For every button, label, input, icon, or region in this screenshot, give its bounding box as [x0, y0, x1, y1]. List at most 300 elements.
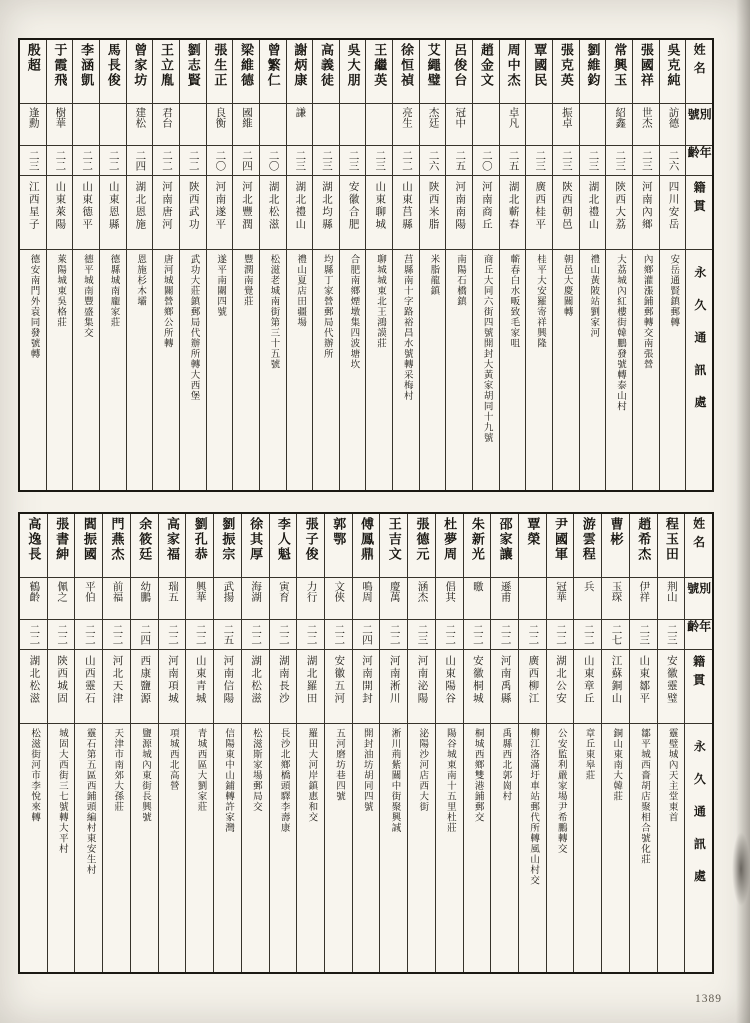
header-name [685, 514, 712, 578]
person-address [214, 724, 241, 972]
person-native [500, 176, 526, 250]
person-alias [287, 104, 313, 146]
person-native [297, 650, 324, 724]
person-address-text: 米脂龍鎮 [428, 254, 439, 296]
person-alias [408, 578, 435, 620]
person-column [605, 40, 632, 490]
person-address [340, 250, 366, 490]
person-alias [473, 104, 499, 146]
person-age-text: 二二 [194, 624, 206, 645]
person-age-text: 二二 [555, 624, 567, 645]
person-age-text: 二〇 [214, 150, 226, 171]
person-name-text: 傅鳳鼎 [359, 517, 375, 562]
person-address-text: 聊城城東北王鴻謨莊 [375, 254, 386, 349]
person-address-text: 鄒平城西嗇胡店聚相合號化莊 [638, 728, 649, 865]
header-address-text: 永久通訊處 [692, 740, 707, 902]
person-name [366, 40, 392, 104]
person-alias-text: 君台 [161, 107, 173, 128]
person-address [207, 250, 233, 490]
person-name [260, 40, 286, 104]
person-address [159, 724, 186, 972]
person-column [472, 40, 499, 490]
person-age [353, 620, 380, 650]
person-native [380, 650, 407, 724]
person-native-text: 山東鄒平 [638, 655, 650, 705]
person-native [473, 176, 499, 250]
person-native-text: 湖北均縣 [320, 181, 332, 231]
person-native [630, 650, 657, 724]
person-native [526, 176, 552, 250]
header-name-text: 姓名 [692, 43, 707, 81]
header-alias-text: 別號 [685, 582, 712, 601]
person-address [436, 724, 463, 972]
person-name [526, 40, 552, 104]
person-age [313, 146, 339, 176]
person-native [20, 650, 47, 724]
person-native-text: 安徽靈璧 [665, 655, 677, 705]
person-address [366, 250, 392, 490]
person-native [420, 176, 446, 250]
person-age [606, 146, 632, 176]
person-column [286, 40, 313, 490]
header-alias-text: 別號 [686, 108, 712, 127]
person-age-text: 二二 [54, 150, 66, 171]
person-native [606, 176, 632, 250]
person-address-text: 桂平大安羅寄祥興隆 [534, 254, 545, 349]
person-native [207, 176, 233, 250]
person-address-text: 淅川荊紫關中街聚興誠 [389, 728, 400, 833]
person-address-text: 開封油坊胡同四號 [361, 728, 372, 812]
person-age-text: 二五 [454, 150, 466, 171]
person-address [500, 250, 526, 490]
person-column [365, 40, 392, 490]
person-address [103, 724, 130, 972]
person-address [553, 250, 579, 490]
person-age [100, 146, 126, 176]
person-age-text: 二二 [250, 624, 262, 645]
person-alias [553, 104, 579, 146]
person-name [553, 40, 579, 104]
person-address-text: 安岳通賢鎮郵轉 [668, 254, 679, 328]
person-age-text: 二二 [81, 150, 93, 171]
person-name-text: 劉振宗 [220, 517, 236, 562]
person-alias-text: 玉琛 [610, 581, 622, 602]
person-alias [526, 104, 552, 146]
person-name [73, 40, 99, 104]
header-age [685, 620, 712, 650]
person-name-text: 門燕杰 [109, 517, 125, 562]
person-age [260, 146, 286, 176]
person-age [325, 620, 352, 650]
person-native-text: 湖北松滋 [28, 655, 40, 705]
person-native [353, 650, 380, 724]
person-native-text: 河南內鄉 [640, 181, 652, 231]
person-address-text: 桐城西鄉雙港鋪郵交 [472, 728, 483, 823]
person-alias-text: 武揚 [222, 581, 234, 602]
person-native-text: 廣西柳江 [527, 655, 539, 705]
person-alias-text: 紹鑫 [614, 107, 626, 128]
person-native [580, 176, 606, 250]
person-age-text: 二三 [638, 624, 650, 645]
person-address-text: 章丘東皋莊 [583, 728, 594, 781]
person-column [435, 514, 463, 972]
person-name [127, 40, 153, 104]
person-native [366, 176, 392, 250]
person-native-text: 安徽桐城 [471, 655, 483, 705]
person-column [324, 514, 352, 972]
person-native-text: 陝西朝邑 [560, 181, 572, 231]
person-native-text: 西康鹽源 [139, 655, 151, 705]
person-alias [131, 578, 158, 620]
person-column [126, 40, 153, 490]
person-address [186, 724, 213, 972]
person-name [660, 40, 686, 104]
person-column [490, 514, 518, 972]
person-name [100, 40, 126, 104]
person-alias-text: 卓凡 [507, 107, 519, 128]
header-column [684, 514, 712, 972]
person-column [259, 40, 286, 490]
person-name-text: 吳克純 [665, 43, 681, 88]
person-address [131, 724, 158, 972]
person-address-text: 青城西區大劉家莊 [195, 728, 206, 812]
person-native [131, 650, 158, 724]
person-column [339, 40, 366, 490]
person-name-text: 徐恒禎 [398, 43, 414, 88]
person-column [312, 40, 339, 490]
person-alias [325, 578, 352, 620]
person-address-text: 萊陽城東吳格莊 [55, 254, 66, 328]
person-address-text: 長沙北鄉橋頭驛李壽康 [278, 728, 289, 833]
person-alias [47, 104, 73, 146]
person-age [297, 620, 324, 650]
person-name [242, 514, 269, 578]
person-alias [630, 578, 657, 620]
person-column [392, 40, 419, 490]
person-alias [574, 578, 601, 620]
person-age-text: 二三 [374, 150, 386, 171]
person-alias-text: 平伯 [83, 581, 95, 602]
person-name-text: 趙金文 [478, 43, 494, 88]
person-column [130, 514, 158, 972]
person-address-text: 公安監利嚴家場尹希鵬轉交 [555, 728, 566, 854]
directory-table-bottom [18, 512, 714, 974]
person-address [100, 250, 126, 490]
person-age-text: 二四 [241, 150, 253, 171]
person-column [158, 514, 186, 972]
person-address-text: 松滋老城南街第三十五號 [268, 254, 279, 370]
person-age [207, 146, 233, 176]
person-name [630, 514, 657, 578]
scan-edge-shading [736, 0, 750, 1023]
person-alias-text: 振卓 [560, 107, 572, 128]
person-address-text: 靈石第五區西鋪頭編村東安生村 [84, 728, 95, 875]
person-address-text: 遂平南關四號 [215, 254, 226, 317]
person-age-text: 二二 [333, 624, 345, 645]
person-name-text: 閻振國 [81, 517, 97, 562]
person-name-text: 郭鄂 [331, 517, 347, 547]
person-native [340, 176, 366, 250]
person-age [366, 146, 392, 176]
person-name [393, 40, 419, 104]
person-age-text: 二三 [665, 624, 677, 645]
person-column [379, 514, 407, 972]
person-column [47, 514, 75, 972]
person-alias-text: 良衡 [214, 107, 226, 128]
person-name [131, 514, 158, 578]
person-alias-text: 慶萬 [388, 581, 400, 602]
person-alias-text: 曒 [471, 581, 483, 592]
person-native [100, 176, 126, 250]
person-name-text: 高義徒 [318, 43, 334, 88]
person-alias-text: 冠華 [555, 581, 567, 602]
person-native [602, 650, 629, 724]
person-name [380, 514, 407, 578]
person-age [553, 146, 579, 176]
person-age-text: 二二 [499, 624, 511, 645]
person-alias-text: 荆山 [665, 581, 677, 602]
person-alias-text: 世杰 [640, 107, 652, 128]
person-age [75, 620, 102, 650]
person-age [658, 620, 685, 650]
person-alias-text: 力行 [305, 581, 317, 602]
person-address [270, 724, 297, 972]
person-native [214, 650, 241, 724]
person-address-text: 德平城南豐盛集交 [81, 254, 92, 338]
person-column [657, 514, 685, 972]
person-name [473, 40, 499, 104]
person-column [445, 40, 472, 490]
person-native-text: 陝西武功 [187, 181, 199, 231]
person-native [47, 176, 73, 250]
person-name [75, 514, 102, 578]
person-alias [75, 578, 102, 620]
person-alias [73, 104, 99, 146]
person-age [436, 620, 463, 650]
person-column [525, 40, 552, 490]
person-address-text: 城固大西街三七號轉大平村 [56, 728, 67, 854]
person-alias-text: 建松 [134, 107, 146, 128]
person-native [491, 650, 518, 724]
person-native-text: 河南禹縣 [499, 655, 511, 705]
person-native [73, 176, 99, 250]
person-name-text: 艾繩璧 [425, 43, 441, 88]
person-name-text: 曾繁仁 [265, 43, 281, 88]
person-address [473, 250, 499, 490]
person-native-text: 河南淅川 [388, 655, 400, 705]
person-name [214, 514, 241, 578]
person-age [131, 620, 158, 650]
person-alias-text: 佩之 [56, 581, 68, 602]
person-name [313, 40, 339, 104]
person-name-text: 曹彬 [608, 517, 624, 547]
person-native [260, 176, 286, 250]
person-address-text: 南陽石橋鎮 [455, 254, 466, 307]
page-number: 1389 [695, 993, 722, 1005]
person-native-text: 安徽五河 [333, 655, 345, 705]
person-column [573, 514, 601, 972]
person-age-text: 二二 [527, 624, 539, 645]
person-alias [270, 578, 297, 620]
person-age-text: 二三 [587, 150, 599, 171]
person-age [574, 620, 601, 650]
person-name-text: 朱新光 [469, 517, 485, 562]
person-column [632, 40, 659, 490]
person-native [242, 650, 269, 724]
person-native [20, 176, 46, 250]
person-name-text: 李人魁 [275, 517, 291, 562]
person-age [580, 146, 606, 176]
person-alias [207, 104, 233, 146]
header-native [686, 176, 712, 250]
person-age-text: 二二 [305, 624, 317, 645]
person-age [547, 620, 574, 650]
person-name [297, 514, 324, 578]
person-native-text: 河北天津 [111, 655, 123, 705]
person-address-text: 均縣丁家營郵局代辦所 [321, 254, 332, 359]
person-address [574, 724, 601, 972]
person-native [75, 650, 102, 724]
person-name-text: 尹國軍 [553, 517, 569, 562]
person-name-text: 劉孔恭 [192, 517, 208, 562]
person-column [419, 40, 446, 490]
person-native-text: 陝西城固 [56, 655, 68, 705]
person-name-text: 曾家坊 [132, 43, 148, 88]
person-address-text: 唐河城關營鄉公所轉 [161, 254, 172, 349]
person-age-text: 二二 [471, 624, 483, 645]
person-age [242, 620, 269, 650]
person-name [602, 514, 629, 578]
header-native [685, 650, 712, 724]
person-column [407, 514, 435, 972]
person-native [270, 650, 297, 724]
person-address-text: 蘄春白水畈致毛家咀 [508, 254, 519, 349]
person-alias [233, 104, 259, 146]
person-native-text: 安徽合肥 [347, 181, 359, 231]
person-column [46, 40, 73, 490]
person-name [446, 40, 472, 104]
header-address [686, 250, 712, 490]
person-native-text: 山東章丘 [582, 655, 594, 705]
person-address [75, 724, 102, 972]
header-name-text: 姓名 [691, 517, 706, 555]
person-name-text: 馬長俊 [105, 43, 121, 88]
person-address-text: 銅山東南大韓莊 [611, 728, 622, 802]
person-alias [500, 104, 526, 146]
person-alias-text: 冠中 [454, 107, 466, 128]
person-name [186, 514, 213, 578]
person-alias [606, 104, 632, 146]
person-address-text: 恩施杉木壩 [135, 254, 146, 307]
person-address [73, 250, 99, 490]
person-alias [313, 104, 339, 146]
person-address-text: 禹縣西北郭崗村 [500, 728, 511, 802]
person-age [420, 146, 446, 176]
person-alias-text: 涵杰 [416, 581, 428, 602]
person-name [519, 514, 546, 578]
person-alias [380, 578, 407, 620]
person-name [658, 514, 685, 578]
person-address-text: 德安南門外袁同發號轉 [28, 254, 39, 359]
person-address-text: 柳江洛滿圩車站郵代所轉風山村交 [528, 728, 539, 886]
person-address [20, 250, 46, 490]
person-age [270, 620, 297, 650]
person-age-text: 二六 [427, 150, 439, 171]
person-alias [20, 104, 46, 146]
person-age-text: 二四 [134, 150, 146, 171]
person-name [20, 514, 47, 578]
person-alias-text: 前福 [111, 581, 123, 602]
person-alias [353, 578, 380, 620]
person-native-text: 河南泌陽 [416, 655, 428, 705]
person-alias [297, 578, 324, 620]
person-native-text: 湖北恩施 [134, 181, 146, 231]
person-alias-text: 杰廷 [427, 107, 439, 128]
person-alias [127, 104, 153, 146]
person-native-text: 四川安岳 [667, 181, 679, 231]
person-column [352, 514, 380, 972]
person-address-text: 信陽東中山鋪轉許家灣 [223, 728, 234, 833]
person-alias [660, 104, 686, 146]
person-alias [420, 104, 446, 146]
person-native [233, 176, 259, 250]
person-name [353, 514, 380, 578]
person-name [47, 40, 73, 104]
person-native [660, 176, 686, 250]
person-name [325, 514, 352, 578]
person-native-text: 山西靈石 [83, 655, 95, 705]
person-alias [436, 578, 463, 620]
person-name-text: 邵家讓 [497, 517, 513, 562]
person-address-text: 天津市南郊大孫莊 [112, 728, 123, 812]
person-alias-text: 海湖 [250, 581, 262, 602]
person-alias [20, 578, 47, 620]
header-native-text: 籍貫 [692, 181, 707, 219]
person-age-text: 二〇 [267, 150, 279, 171]
person-address [47, 250, 73, 490]
person-address-text: 五河磨坊巷四號 [334, 728, 345, 802]
person-name-text: 程玉田 [663, 517, 679, 562]
header-address [685, 724, 712, 972]
person-age [20, 620, 47, 650]
person-age-text: 二二 [161, 150, 173, 171]
person-alias-text: 寅育 [277, 581, 289, 602]
person-name-text: 高家福 [164, 517, 180, 562]
person-address [660, 250, 686, 490]
person-name [153, 40, 179, 104]
person-address-text: 商丘大同六街四號開封大黃家胡同十九號 [481, 254, 492, 443]
person-native-text: 陝西大荔 [614, 181, 626, 231]
person-age-text: 二二 [444, 624, 456, 645]
header-native-text: 籍貫 [691, 655, 706, 693]
person-age [602, 620, 629, 650]
person-age-text: 二三 [614, 150, 626, 171]
person-age-text: 二三 [560, 150, 572, 171]
person-column [601, 514, 629, 972]
person-name-text: 劉維鈞 [585, 43, 601, 88]
person-age-text: 二二 [166, 624, 178, 645]
directory-table-top [18, 38, 714, 492]
person-age [127, 146, 153, 176]
person-native-text: 湖北松滋 [267, 181, 279, 231]
person-native [464, 650, 491, 724]
person-address [547, 724, 574, 972]
person-native-text: 湖北蘄春 [507, 181, 519, 231]
person-address-text: 莒縣南十字路裕昌水號轉采梅村 [401, 254, 412, 401]
scan-ink-smudge [732, 832, 750, 906]
person-age-text: 二三 [416, 624, 428, 645]
person-name-text: 周中杰 [505, 43, 521, 88]
